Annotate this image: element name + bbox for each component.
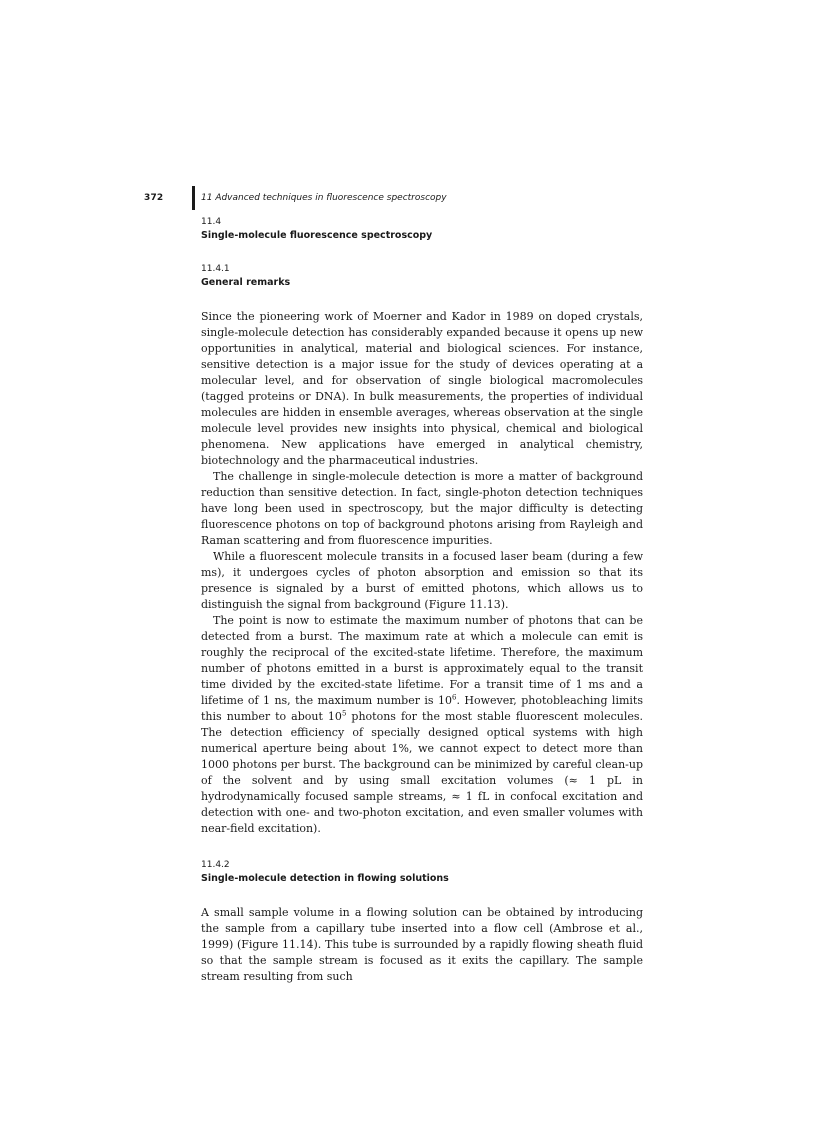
paragraph-4-part-1: The point is now to estimate the maximum number of photons that can be detected from a burst. The maximum rate at which a molecule can emit is roughly the reciprocal of the excited-state lifetime. Therefore, the maximum number of photons emitted in a burst is approximately equal to the transit time divided by the excited-state lifetime. For a transit time of 1 ms and a lifetime of 1 ns, the maximum number is 10 — [201, 614, 643, 707]
subsection-number-2: 11.4.2 — [201, 860, 230, 870]
subsection-title-1: General remarks — [201, 277, 291, 288]
paragraph-2: The challenge in single-molecule detection is more a matter of background reduction than sensitive detection. In fact, single-photon detection techniques have long been used in spectroscopy, but the major difficulty is detecting fluorescence photons on top of background photons arising from Rayleigh and Raman scattering and from fluorescence impurities. — [201, 470, 643, 547]
subsection-heading-1 — [201, 263, 643, 289]
section-title: Single-molecule fluorescence spectroscopy — [201, 230, 433, 241]
section-heading — [201, 216, 643, 242]
running-head: 11 Advanced techniques in fluorescence spectroscopy — [201, 193, 447, 203]
paragraph-4-part-2: . However, photobleaching limits this number to about 10 — [201, 694, 643, 723]
paragraph-5: A small sample volume in a flowing solution can be obtained by introducing the sample from a capillary tube inserted into a flow cell (Ambrose et al., 1999) (Figure 11.14). This tube is surrounded by a rapidly flowing sheath fluid so that the sample stream is focused as it exits the capillary. The sample stream resulting from such — [201, 906, 643, 983]
subsection-heading-2 — [201, 859, 643, 885]
paragraph-4 — [201, 613, 643, 837]
subsection-number-1: 11.4.1 — [201, 264, 230, 274]
paragraph-3: While a fluorescent molecule transits in a focused laser beam (during a few ms), it undergoes cycles of photon absorption and emission so that its presence is signaled by a burst of emitted photons, which allows us to distinguish the signal from background (Figure 11.13). — [201, 550, 643, 611]
page-body — [201, 216, 643, 985]
exponent-6: 6 — [452, 693, 457, 702]
exponent-5: 5 — [341, 709, 347, 718]
paragraph-1: Since the pioneering work of Moerner and Kador in 1989 on doped crystals, single-molecule detection has considerably expanded because it opens up new opportunities in analytical, material and biological sciences. For instance, sensitive detection is a major issue for the study of devices operating at a molecular level, and for observation of single biological macromolecules (tagged proteins or DNA). In bulk measurements, the properties of individual molecules are hidden in ensemble averages, whereas observation at the single molecule level provides new insights into physical, chemical and biological phenomena. New applications have emerged in analytical chemistry, biotechnology and the pharmaceutical industries. — [201, 310, 643, 467]
page-number: 372 — [144, 193, 164, 203]
subsection-title-2: Single-molecule detection in flowing solutions — [201, 873, 449, 884]
header-rule — [192, 186, 195, 210]
section-number: 11.4 — [201, 217, 222, 227]
paragraph-4-part-3: photons for the most stable fluorescent molecules. The detection efficiency of specially designed optical systems with high numerical aperture being about 1%, we cannot expect to detect more than 1000 photons per burst. The background can be minimized by careful clean-up of the solvent and by using small excitation volumes (≈ 1 pL in hydrodynamically focused sample streams, ≈ 1 fL in confocal excitation and detection with one- and two-photon excitation, and even smaller volumes with near-field excitation). — [201, 710, 643, 835]
